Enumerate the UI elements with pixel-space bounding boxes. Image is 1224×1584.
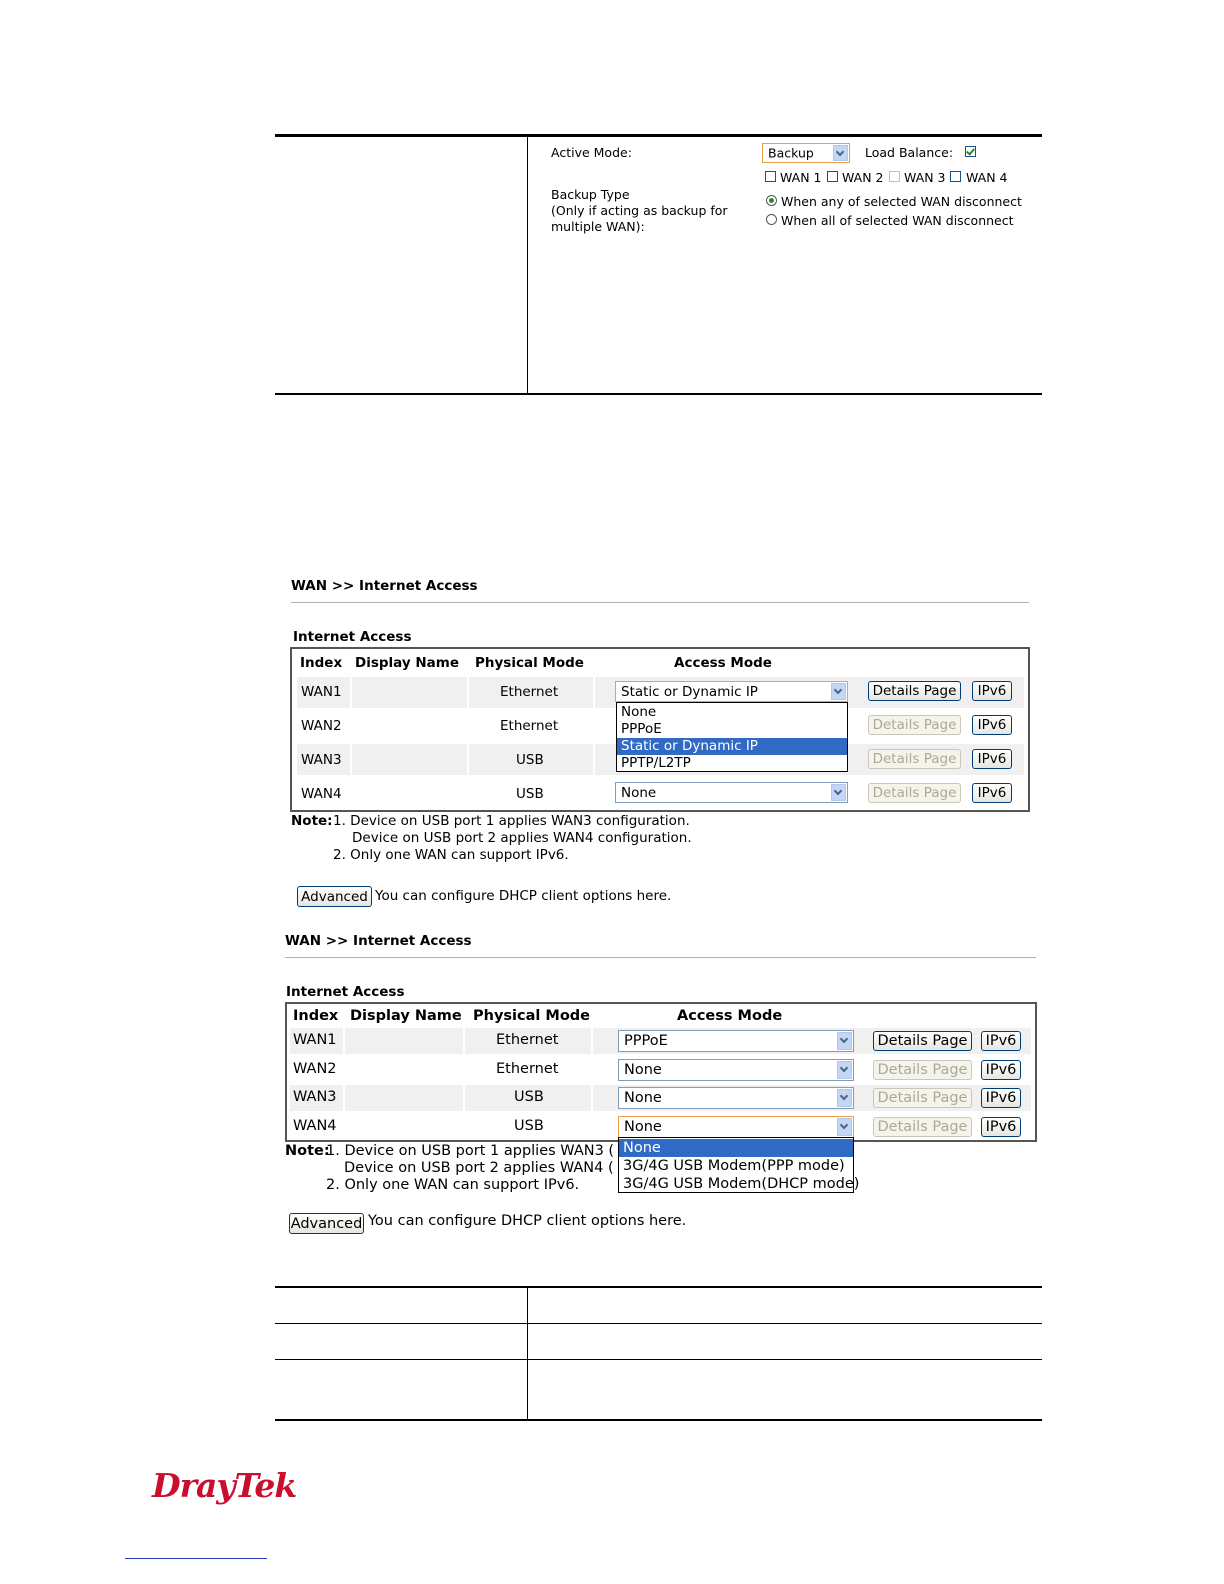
header-display-name: Display Name — [355, 655, 459, 671]
row4-details-page-button[interactable] — [873, 1117, 972, 1137]
row4-physical-mode: USB — [514, 1118, 544, 1134]
chevron-down-icon — [831, 784, 846, 801]
row2-details-page-button[interactable] — [868, 715, 961, 735]
row1-index: WAN1 — [293, 1032, 337, 1048]
row2-access-mode-select[interactable] — [618, 1059, 854, 1081]
bottom-table-row-rule-2 — [275, 1359, 1042, 1360]
details-label: Details Page — [872, 785, 957, 801]
ipv6-label: IPv6 — [977, 751, 1007, 767]
active-mode-label: Active Mode: — [551, 145, 632, 160]
ipv6-label: IPv6 — [977, 683, 1007, 699]
backup-all-radio[interactable] — [766, 214, 777, 225]
header-physical-mode: Physical Mode — [473, 1008, 591, 1024]
header-access-mode: Access Mode — [677, 1008, 783, 1024]
screen1-breadcrumb-rule — [291, 602, 1029, 603]
row4-access-mode-value: None — [624, 1119, 662, 1135]
details-label: Details Page — [872, 751, 957, 767]
screen1-note-1: 1. Device on USB port 1 applies WAN3 configuration. — [333, 813, 690, 829]
row1-physical-mode: Ethernet — [500, 684, 559, 700]
row3-index: WAN3 — [293, 1089, 337, 1105]
row1-name-cell — [345, 1028, 463, 1054]
load-balance-label: Load Balance: — [865, 145, 954, 160]
dropdown-option-none[interactable]: None — [619, 1139, 853, 1157]
screen1-section-title: Internet Access — [293, 629, 412, 645]
header-access-mode: Access Mode — [674, 655, 772, 671]
row1-access-mode-select[interactable] — [618, 1030, 854, 1052]
screen1-note-3: 2. Only one WAN can support IPv6. — [333, 847, 569, 863]
dropdown-option-pptp-l2tp[interactable]: PPTP/L2TP — [621, 755, 691, 771]
ipv6-label: IPv6 — [985, 1090, 1017, 1106]
backup-all-label: When all of selected WAN disconnect — [781, 213, 1014, 228]
row2-ipv6-button[interactable] — [981, 1060, 1021, 1080]
row2-physical-mode: Ethernet — [496, 1061, 559, 1077]
backup-any-label: When any of selected WAN disconnect — [781, 194, 1022, 209]
wan1-checkbox-label: WAN 1 — [780, 170, 822, 185]
screen2-breadcrumb: WAN >> Internet Access — [285, 933, 472, 949]
row2-details-page-button[interactable] — [873, 1060, 972, 1080]
wan3-checkbox-label: WAN 3 — [904, 170, 946, 185]
row1-access-mode-select[interactable] — [615, 681, 848, 702]
active-mode-select[interactable] — [762, 143, 850, 163]
row3-access-mode-value: None — [624, 1090, 662, 1106]
dropdown-option-usb-dhcp[interactable]: 3G/4G USB Modem(DHCP mode) — [623, 1176, 860, 1192]
chevron-down-icon — [831, 683, 846, 700]
backup-any-radio[interactable] — [766, 195, 777, 206]
row1-access-mode-value: PPPoE — [624, 1033, 668, 1049]
screen2-note-3: 2. Only one WAN can support IPv6. — [326, 1177, 580, 1193]
access-mode-dropdown-list — [616, 702, 848, 772]
bottom-table-row-rule-1 — [275, 1323, 1042, 1324]
ipv6-label: IPv6 — [985, 1119, 1017, 1135]
backup-type-label-3: multiple WAN): — [551, 219, 645, 234]
active-mode-value: Backup — [768, 145, 814, 161]
row4-details-page-button[interactable] — [868, 783, 961, 803]
load-balance-checkbox[interactable] — [965, 146, 976, 157]
dropdown-option-usb-ppp[interactable]: 3G/4G USB Modem(PPP mode) — [623, 1158, 845, 1174]
header-index: Index — [300, 655, 343, 671]
row1-physical-mode: Ethernet — [496, 1032, 559, 1048]
screen1-note-2: Device on USB port 2 applies WAN4 configuration. — [352, 830, 692, 846]
screen2-note-2: Device on USB port 2 applies WAN4 ( — [344, 1160, 614, 1176]
row2-index: WAN2 — [293, 1061, 337, 1077]
dropdown-option-none[interactable]: None — [621, 704, 657, 720]
row4-index: WAN4 — [293, 1118, 337, 1134]
details-label: Details Page — [877, 1033, 968, 1049]
row1-name-cell — [352, 677, 467, 708]
row4-ipv6-button[interactable] — [981, 1117, 1021, 1137]
chevron-down-icon — [837, 1061, 852, 1079]
row1-access-mode-value: Static or Dynamic IP — [621, 683, 758, 700]
screen2-wan-table — [285, 1002, 1037, 1142]
backup-type-label-1: Backup Type — [551, 187, 630, 202]
top-table-top-border — [275, 134, 1042, 137]
details-label: Details Page — [872, 717, 957, 733]
bottom-table-bottom-border — [275, 1419, 1042, 1421]
row1-details-page-button[interactable] — [868, 681, 961, 701]
row1-ipv6-button[interactable] — [981, 1031, 1021, 1051]
wan3-checkbox[interactable] — [889, 171, 900, 182]
screen1-note-label: Note: — [291, 813, 333, 829]
header-index: Index — [293, 1008, 339, 1024]
row1-details-page-button[interactable] — [873, 1031, 972, 1051]
backup-type-label-2: (Only if acting as backup for — [551, 203, 728, 218]
wan2-checkbox-label: WAN 2 — [842, 170, 884, 185]
wan4-checkbox[interactable] — [950, 171, 961, 182]
screen2-section-title: Internet Access — [286, 984, 405, 1000]
dropdown-option-static-dynamic-ip[interactable]: Static or Dynamic IP — [617, 738, 847, 755]
row3-ipv6-button[interactable] — [981, 1088, 1021, 1108]
row4-physical-mode: USB — [516, 786, 544, 802]
advanced-label: Advanced — [301, 888, 368, 905]
row4-access-mode-value: None — [621, 784, 657, 801]
wan4-checkbox-label: WAN 4 — [966, 170, 1008, 185]
row3-index: WAN3 — [301, 752, 342, 768]
screen2-breadcrumb-rule — [285, 957, 1036, 958]
ipv6-label: IPv6 — [977, 785, 1007, 801]
dropdown-option-pppoe[interactable]: PPPoE — [621, 721, 662, 737]
top-table-bottom-border — [275, 393, 1042, 395]
row3-ipv6-button[interactable] — [972, 749, 1012, 769]
row3-name-cell — [345, 1085, 463, 1111]
ipv6-label: IPv6 — [985, 1033, 1017, 1049]
screen2-note-label: Note: — [285, 1143, 330, 1159]
row1-ipv6-button[interactable] — [972, 681, 1012, 701]
details-label: Details Page — [877, 1090, 968, 1106]
screen1-advanced-text: You can configure DHCP client options here. — [375, 888, 672, 904]
screen2-note-1: 1. Device on USB port 1 applies WAN3 ( — [326, 1143, 615, 1159]
bottom-table-top-border — [275, 1286, 1042, 1288]
row4-index: WAN4 — [301, 786, 342, 802]
screen1-advanced-button[interactable] — [297, 886, 372, 907]
wan2-checkbox[interactable] — [827, 171, 838, 182]
chevron-down-icon — [837, 1032, 852, 1050]
details-label: Details Page — [872, 683, 957, 699]
row1-index: WAN1 — [301, 684, 342, 700]
row2-ipv6-button[interactable] — [972, 715, 1012, 735]
row2-access-mode-value: None — [624, 1062, 662, 1078]
screen1-wan-table — [290, 647, 1030, 812]
details-label: Details Page — [877, 1119, 968, 1135]
screen1-breadcrumb: WAN >> Internet Access — [291, 578, 478, 594]
row3-physical-mode: USB — [514, 1089, 544, 1105]
wan1-checkbox[interactable] — [765, 171, 776, 182]
footer-link-rule — [125, 1558, 267, 1559]
row2-physical-mode: Ethernet — [500, 718, 559, 734]
row3-details-page-button[interactable] — [868, 749, 961, 769]
draytek-logo: DrayTek — [152, 1466, 297, 1505]
top-table-divider — [527, 137, 528, 393]
ipv6-label: IPv6 — [977, 717, 1007, 733]
header-physical-mode: Physical Mode — [475, 655, 584, 671]
advanced-label: Advanced — [290, 1215, 363, 1232]
row3-name-cell — [352, 744, 467, 775]
usb-access-mode-dropdown-list — [618, 1137, 860, 1193]
row4-access-mode-select[interactable] — [615, 782, 848, 803]
row3-details-page-button[interactable] — [873, 1088, 972, 1108]
row3-physical-mode: USB — [516, 752, 544, 768]
screen2-advanced-button[interactable] — [289, 1213, 364, 1234]
ipv6-label: IPv6 — [985, 1062, 1017, 1078]
details-label: Details Page — [877, 1062, 968, 1078]
chevron-down-icon — [833, 145, 848, 161]
bottom-table-divider — [527, 1288, 528, 1420]
chevron-down-icon — [837, 1089, 852, 1107]
row4-ipv6-button[interactable] — [972, 783, 1012, 803]
chevron-down-icon — [837, 1118, 852, 1136]
row4-access-mode-select[interactable] — [618, 1116, 854, 1138]
row2-index: WAN2 — [301, 718, 342, 734]
header-display-name: Display Name — [350, 1008, 462, 1024]
screen2-advanced-text: You can configure DHCP client options here. — [368, 1213, 687, 1229]
row3-access-mode-select[interactable] — [618, 1087, 854, 1109]
